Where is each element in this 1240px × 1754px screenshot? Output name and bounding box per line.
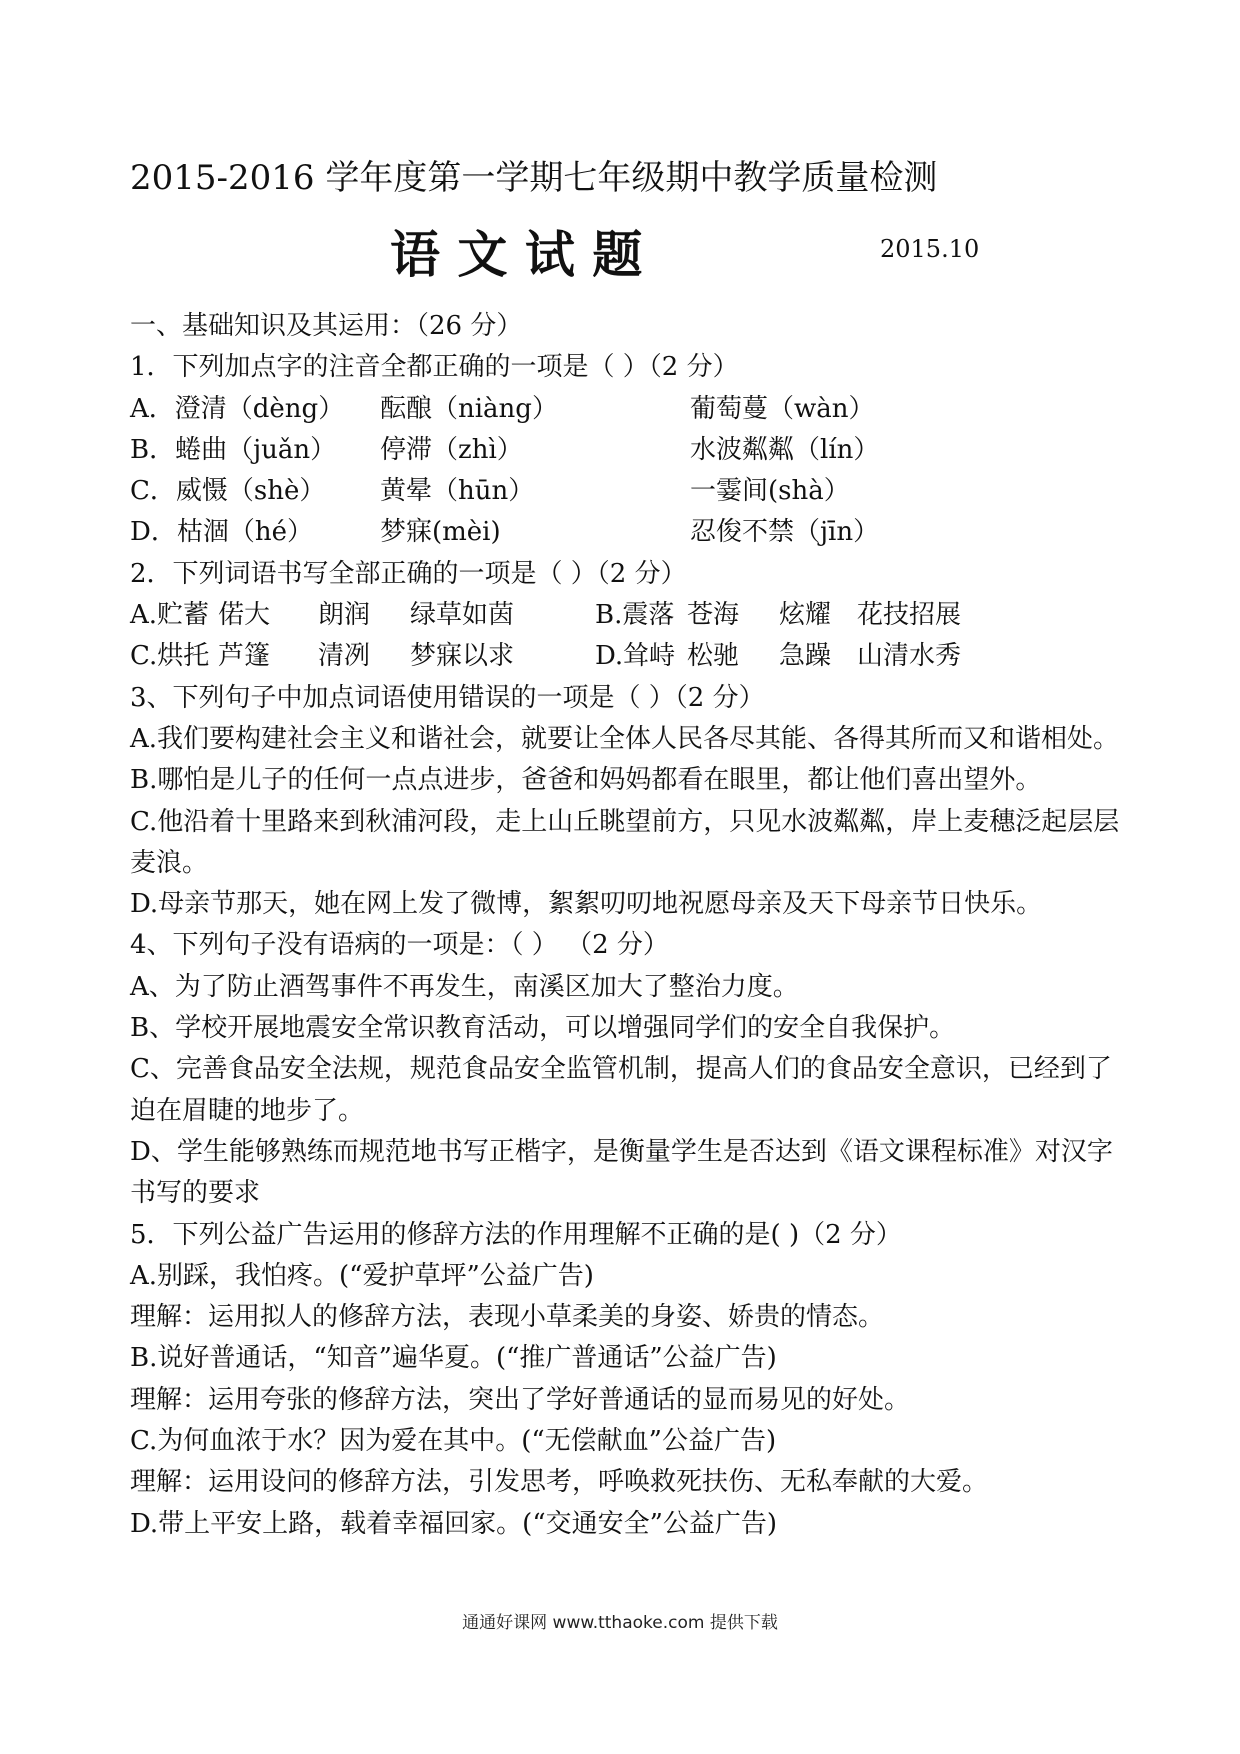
- q2-r1-w5: B.震落: [595, 600, 675, 631]
- q2-r1-w8: 花技招展: [857, 600, 962, 631]
- question-4-option-c: C、完善食品安全法规，规范食品安全监管机制，提高人们的食品安全意识，已经到了迫在眉睫的地步了。: [130, 1054, 1112, 1126]
- q2-r2-w8: 山清水秀: [857, 641, 962, 672]
- question-4-option-a: A、为了防止酒驾事件不再发生，南溪区加大了整治力度。: [130, 971, 799, 1002]
- q1-a-word-3: 葡萄蔓（wàn）: [690, 393, 875, 424]
- q2-r2-w1: C.烘托: [130, 641, 210, 672]
- question-4-option-d: D、学生能够熟练而规范地书写正楷字，是衡量学生是否达到《语文课程标准》对汉字书写的要求: [130, 1136, 1113, 1209]
- question-1-stem: 1．下列加点字的注音全都正确的一项是（ ）（2 分）: [130, 352, 739, 383]
- question-1-option-c: [130, 471, 1120, 512]
- q1-b-word-1: B．蜷曲（juǎn）: [130, 434, 337, 465]
- q2-r2-w6: 松驰: [687, 641, 740, 672]
- question-1-option-d: [130, 512, 1120, 553]
- q1-a-word-1: A．澄清（dèng）: [130, 393, 345, 424]
- q2-r2-w5: D.耸峙: [595, 641, 676, 672]
- q2-r2-w4: 梦寐以求: [410, 641, 515, 672]
- question-2-stem: 2．下列词语书写全部正确的一项是（ ）（2 分）: [130, 558, 687, 589]
- question-3-stem: 3、下列句子中加点词语使用错误的一项是（ ）（2 分）: [130, 682, 765, 713]
- question-5-stem: 5．下列公益广告运用的修辞方法的作用理解不正确的是( )（2 分）: [130, 1219, 902, 1250]
- question-5-option-b: B.说好普通话，“知音”遍华夏。(“推广普通话”公益广告): [130, 1343, 777, 1374]
- download-footer: 通通好课网 www.tthaoke.com 提供下载: [462, 1613, 778, 1633]
- q2-r1-w2: 偌大: [218, 600, 271, 631]
- q1-c-word-2: 黄晕（hūn）: [380, 476, 535, 507]
- q1-d-word-1: D．枯涸（hé）: [130, 517, 313, 548]
- question-3-option-d: D.母亲节那天，她在网上发了微博，絮絮叨叨地祝愿母亲及天下母亲节日快乐。: [130, 889, 1043, 920]
- question-2-row-2: [130, 636, 1120, 677]
- exam-date: 2015.10: [880, 235, 980, 263]
- q2-r1-w6: 苍海: [687, 600, 740, 631]
- q1-b-word-2: 停滞（zhì）: [380, 434, 523, 465]
- q2-r2-w3: 清冽: [318, 641, 371, 672]
- section-heading: 一、基础知识及其运用：（26 分）: [130, 311, 523, 341]
- subject-title: 语 文 试 题: [390, 225, 643, 284]
- q2-r1-w3: 朗润: [318, 600, 371, 631]
- question-1-option-b: [130, 430, 1120, 471]
- question-3-option-c: C.他沿着十里路来到秋浦河段，走上山丘眺望前方，只见水波粼粼，岸上麦穗泛起层层麦浪。: [130, 806, 1120, 878]
- question-4-stem: 4、下列句子没有语病的一项是：（ ） （2 分）: [130, 930, 669, 961]
- q1-c-word-3: 一霎间(shà）: [690, 476, 850, 507]
- question-5-explanation-a: 理解：运用拟人的修辞方法，表现小草柔美的身姿、娇贵的情态。: [130, 1302, 885, 1333]
- question-5-explanation-b: 理解：运用夸张的修辞方法，突出了学好普通话的显而易见的好处。: [130, 1384, 911, 1415]
- q2-r2-w7: 急躁: [779, 641, 832, 672]
- question-5-option-d: D.带上平安上路，载着幸福回家。(“交通安全”公益广告): [130, 1508, 778, 1539]
- q1-d-word-2: 梦寐(mèi): [380, 517, 501, 548]
- q2-r2-w2: 芦篷: [218, 641, 271, 672]
- question-2-row-1: [130, 595, 1120, 636]
- question-1-option-a: [130, 389, 1120, 430]
- question-3-option-b: B.哪怕是儿子的任何一点点进步，爸爸和妈妈都看在眼里，都让他们喜出望外。: [130, 765, 1042, 796]
- q1-a-word-2: 酝酿（niàng）: [380, 393, 558, 424]
- q2-r1-w7: 炫耀: [779, 600, 832, 631]
- question-3-option-a: A.我们要构建社会主义和谐社会，就要让全体人民各尽其能、各得其所而又和谐相处。: [130, 723, 1120, 754]
- q1-d-word-3: 忍俊不禁（jīn）: [690, 517, 880, 548]
- question-5-option-a: A.别踩，我怕疼。(“爱护草坪”公益广告): [130, 1260, 594, 1291]
- q1-b-word-3: 水波粼粼（lín）: [690, 434, 880, 465]
- q2-r1-w4: 绿草如茵: [410, 600, 515, 631]
- question-4-option-b: B、学校开展地震安全常识教育活动，可以增强同学们的安全自我保护。: [130, 1013, 956, 1044]
- exam-body: [130, 306, 1120, 1545]
- q1-c-word-1: C．威慑（shè）: [130, 476, 326, 507]
- question-5-explanation-c: 理解：运用设问的修辞方法，引发思考，呼唤救死扶伤、无私奉献的大爱。: [130, 1467, 989, 1498]
- exam-header-title: 2015-2016 学年度第一学期七年级期中教学质量检测: [130, 158, 938, 198]
- q2-r1-w1: A.贮蓄: [130, 600, 210, 631]
- question-5-option-c: C.为何血浓于水？因为爱在其中。(“无偿献血”公益广告): [130, 1426, 777, 1457]
